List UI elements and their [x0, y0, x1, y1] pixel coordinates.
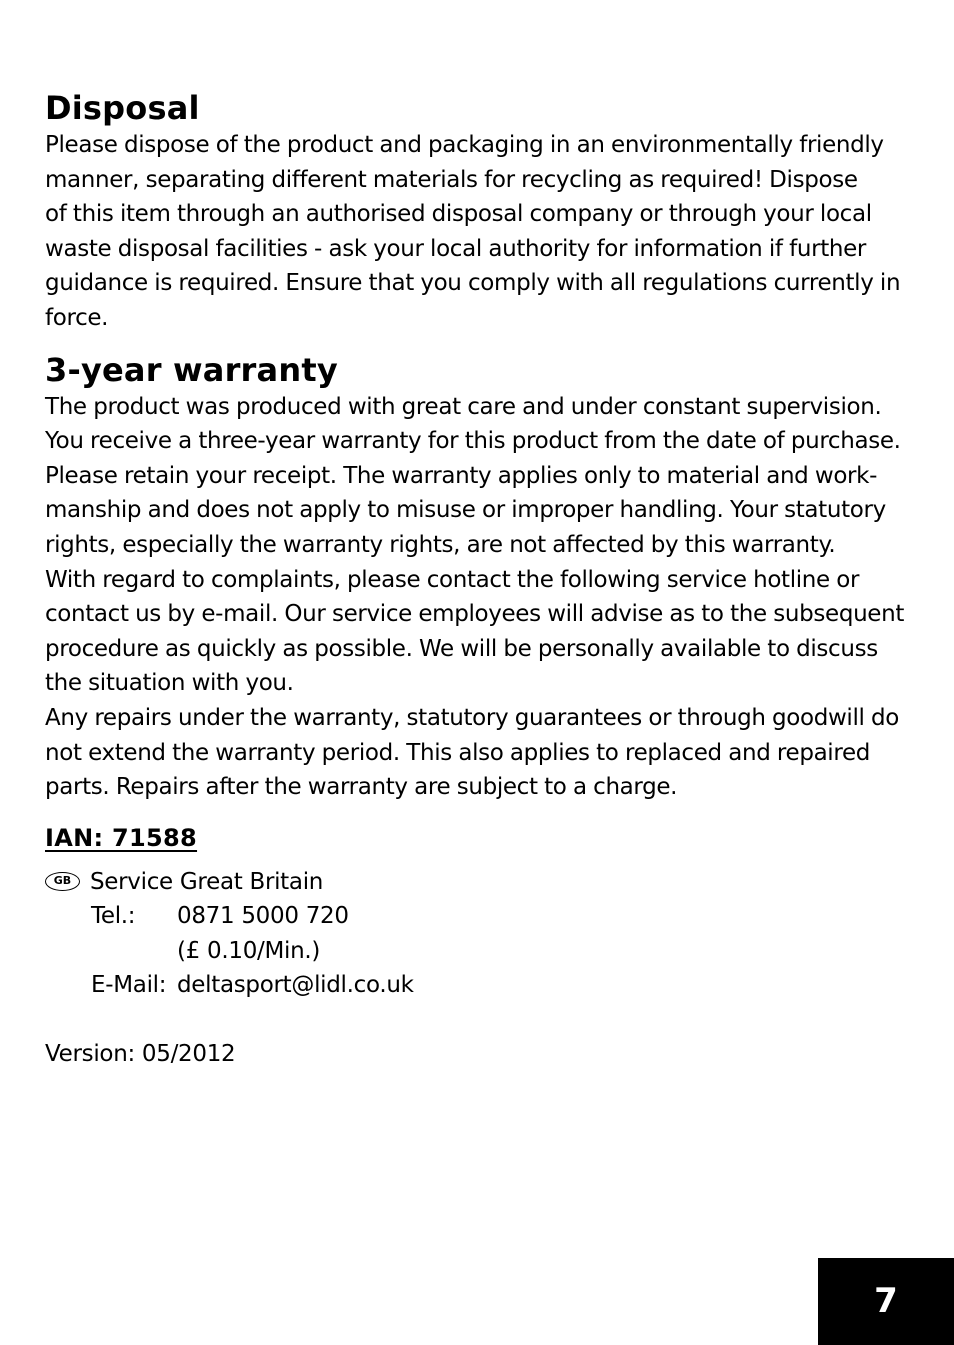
disposal-heading: Disposal: [45, 89, 200, 127]
warranty-line: parts. Repairs after the warranty are subject to a charge.: [45, 774, 678, 801]
warranty-text: [45, 390, 915, 805]
warranty-line: The product was produced with great care and under constant supervision.: [45, 393, 882, 420]
tel-rate-spacer: [91, 934, 177, 969]
tel-row: [45, 899, 915, 934]
disposal-text: [45, 128, 915, 336]
disposal-line: force.: [45, 304, 109, 331]
warranty-line: Please retain your receipt. The warranty applies only to material and work-: [45, 462, 878, 489]
warranty-line: With regard to complaints, please contact the following service hotline or: [45, 566, 860, 593]
version-text: Version: 05/2012: [45, 1041, 236, 1068]
service-contact-block: [45, 865, 915, 1003]
disposal-line: manner, separating different materials for recycling as required! Dispose: [45, 166, 858, 193]
tel-value: 0871 5000 720: [177, 903, 349, 930]
page-number-box: [818, 1258, 954, 1345]
warranty-line: You receive a three-year warranty for this product from the date of purchase.: [45, 428, 901, 455]
page-number: 7: [874, 1281, 898, 1321]
disposal-line: guidance is required. Ensure that you comply with all regulations currently in: [45, 270, 901, 297]
warranty-line: not extend the warranty period. This also applies to replaced and repaired: [45, 739, 871, 766]
disposal-line: Please dispose of the product and packaging in an environmentally friendly: [45, 132, 884, 158]
page-content: [45, 88, 915, 1072]
tel-rate-row: [45, 934, 915, 969]
tel-rate: (£ 0.10/Min.): [177, 937, 321, 964]
disposal-line: of this item through an authorised disposal company or through your local: [45, 201, 872, 228]
disposal-line: waste disposal facilities - ask your local authority for information if further: [45, 235, 866, 262]
email-row: [45, 968, 915, 1003]
gb-country-icon: GB: [45, 872, 80, 891]
service-title-row: [45, 865, 915, 900]
tel-label: Tel.:: [91, 903, 136, 930]
warranty-line: rights, especially the warranty rights, are not affected by this warranty.: [45, 531, 836, 558]
service-title: Service Great Britain: [90, 868, 324, 895]
warranty-heading: 3-year warranty: [45, 350, 338, 389]
email-label: E-Mail:: [91, 972, 167, 999]
warranty-line: procedure as quickly as possible. We will be personally available to discuss: [45, 635, 878, 662]
ian-number: IAN: 71588: [45, 823, 198, 852]
warranty-line: manship and does not apply to misuse or improper handling. Your statutory: [45, 497, 886, 524]
warranty-line: contact us by e-mail. Our service employees will advise as to the subsequent: [45, 601, 904, 628]
warranty-line: Any repairs under the warranty, statutory guarantees or through goodwill do: [45, 704, 899, 731]
email-value: deltasport@lidl.co.uk: [177, 972, 414, 999]
warranty-line: the situation with you.: [45, 670, 294, 697]
